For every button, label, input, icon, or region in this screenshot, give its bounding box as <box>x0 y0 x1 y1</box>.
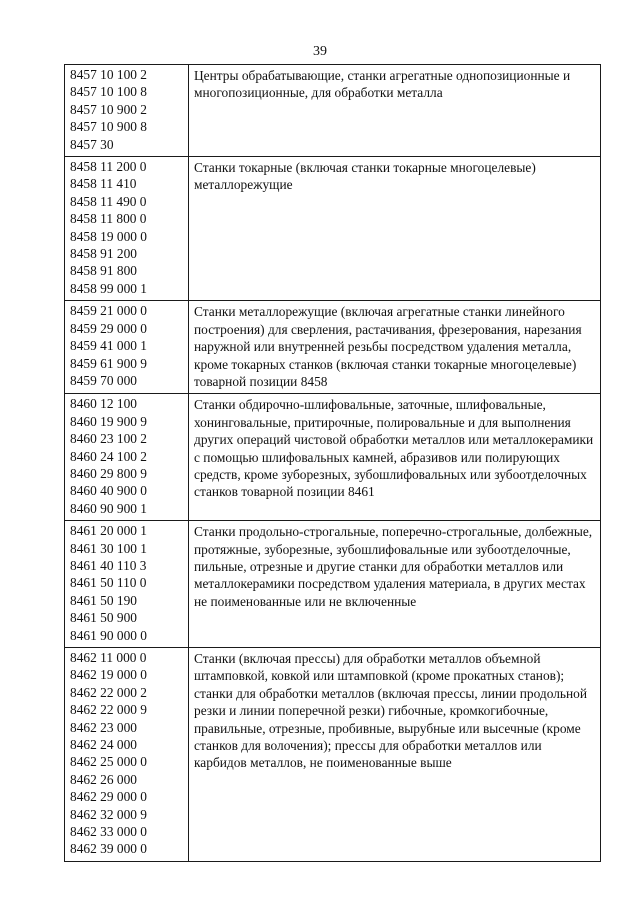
goods-description: Центры обрабатывающие, станки агрегатные однопозиционные и многопозиционные, для обработки металла <box>194 68 571 101</box>
tariff-code: 8462 22 000 9 <box>70 702 147 718</box>
goods-description: Станки (включая прессы) для обработки металлов объемной штамповкой, ковкой или штамповкой (кроме прокатных станов); станки для обработки металлов (включая прессы, линии продольной резки и линии поперечной резки) гибочные, кромкогибочные, правильные, отрезные, пробивные, вырубные или высечные (кроме станков для волочения); прессы для обработки металлов или карбидов металлов, не поименованные выше <box>194 651 588 771</box>
tariff-code: 8462 19 000 0 <box>70 667 147 683</box>
tariff-code: 8462 26 000 <box>70 771 137 787</box>
goods-description: Станки обдирочно-шлифовальные, заточные, шлифовальные, хонинговальные, притирочные, полировальные и для выполнения других операций чистовой обработки металлов или металлокерамики с помощью шлифовальных камней, абразивов или полирующих средств, кроме зуборезных, зубошлифовальных или зубоотделочных станков товарной позиции 8461 <box>194 397 594 500</box>
tariff-code: 8461 50 110 0 <box>70 575 147 591</box>
table-body <box>65 65 601 862</box>
tariff-code: 8459 29 000 0 <box>70 320 147 336</box>
table-row <box>65 65 601 157</box>
tariff-code: 8460 40 900 0 <box>70 483 147 499</box>
code-cell <box>65 157 189 301</box>
tariff-code: 8458 91 800 <box>70 263 137 279</box>
code-cell <box>65 301 189 394</box>
tariff-code: 8457 30 <box>70 136 114 152</box>
tariff-codes-table <box>64 64 601 862</box>
tariff-code: 8461 40 110 3 <box>70 557 147 573</box>
code-cell <box>65 394 189 521</box>
code-cell <box>65 521 189 648</box>
page-number: 39 <box>313 44 327 59</box>
table-row <box>65 521 601 648</box>
tariff-code: 8461 20 000 1 <box>70 523 147 539</box>
tariff-code: 8461 90 000 0 <box>70 627 147 643</box>
tariff-code: 8460 12 100 <box>70 396 137 412</box>
tariff-code: 8458 11 410 <box>70 176 137 192</box>
tariff-code: 8462 29 000 0 <box>70 789 147 805</box>
tariff-code: 8458 19 000 0 <box>70 228 147 244</box>
tariff-code: 8462 33 000 0 <box>70 824 147 840</box>
tariff-code: 8461 50 190 <box>70 592 137 608</box>
description-cell <box>189 394 601 521</box>
description-cell <box>189 521 601 648</box>
tariff-code: 8460 90 900 1 <box>70 500 147 516</box>
tariff-code: 8458 11 800 0 <box>70 211 147 227</box>
description-cell <box>189 65 601 157</box>
goods-description: Станки токарные (включая станки токарные многоцелевые) металлорежущие <box>194 160 536 193</box>
code-cell <box>65 648 189 862</box>
tariff-code: 8457 10 100 8 <box>70 84 147 100</box>
goods-description: Станки металлорежущие (включая агрегатные станки линейного построения) для сверления, растачивания, фрезерования, нарезания наружной или внутренней резьбы посредством удаления металла, кроме токарных станков (включая станки токарные многоцелевые) товарной позиции 8458 <box>194 304 582 389</box>
tariff-code: 8460 23 100 2 <box>70 431 147 447</box>
tariff-code: 8459 41 000 1 <box>70 338 147 354</box>
code-cell <box>65 65 189 157</box>
goods-description: Станки продольно-строгальные, поперечно-строгальные, долбежные, протяжные, зуборезные, зубошлифовальные или зубоотделочные, пильные, отрезные и другие станки для обработки металлов или металлокерамики посредством удаления материала, в других местах не поименованные или не включенные <box>194 524 593 609</box>
table-row <box>65 648 601 862</box>
tariff-code: 8461 50 900 <box>70 610 137 626</box>
tariff-code: 8459 21 000 0 <box>70 303 147 319</box>
tariff-code: 8460 29 800 9 <box>70 465 147 481</box>
tariff-code: 8462 39 000 0 <box>70 841 147 857</box>
table-row <box>65 301 601 394</box>
tariff-code: 8461 30 100 1 <box>70 540 147 556</box>
table-row <box>65 394 601 521</box>
tariff-code: 8462 22 000 2 <box>70 684 147 700</box>
description-cell <box>189 157 601 301</box>
tariff-code: 8457 10 900 2 <box>70 101 147 117</box>
tariff-code: 8458 11 200 0 <box>70 159 147 175</box>
tariff-code: 8462 23 000 <box>70 719 137 735</box>
tariff-code: 8462 32 000 9 <box>70 806 147 822</box>
tariff-code: 8462 11 000 0 <box>70 650 147 665</box>
tariff-code: 8462 25 000 0 <box>70 754 147 770</box>
description-cell <box>189 301 601 394</box>
tariff-code: 8458 11 490 0 <box>70 193 147 209</box>
tariff-code: 8458 91 200 <box>70 246 137 262</box>
table-row <box>65 157 601 301</box>
tariff-code: 8457 10 900 8 <box>70 119 147 135</box>
tariff-code: 8457 10 100 2 <box>70 67 147 82</box>
tariff-code: 8459 70 000 <box>70 372 137 388</box>
tariff-code: 8459 61 900 9 <box>70 355 147 371</box>
tariff-code: 8462 24 000 <box>70 737 137 753</box>
description-cell <box>189 648 601 862</box>
tariff-code: 8458 99 000 1 <box>70 280 147 296</box>
tariff-code: 8460 19 900 9 <box>70 413 147 429</box>
tariff-code: 8460 24 100 2 <box>70 448 147 464</box>
